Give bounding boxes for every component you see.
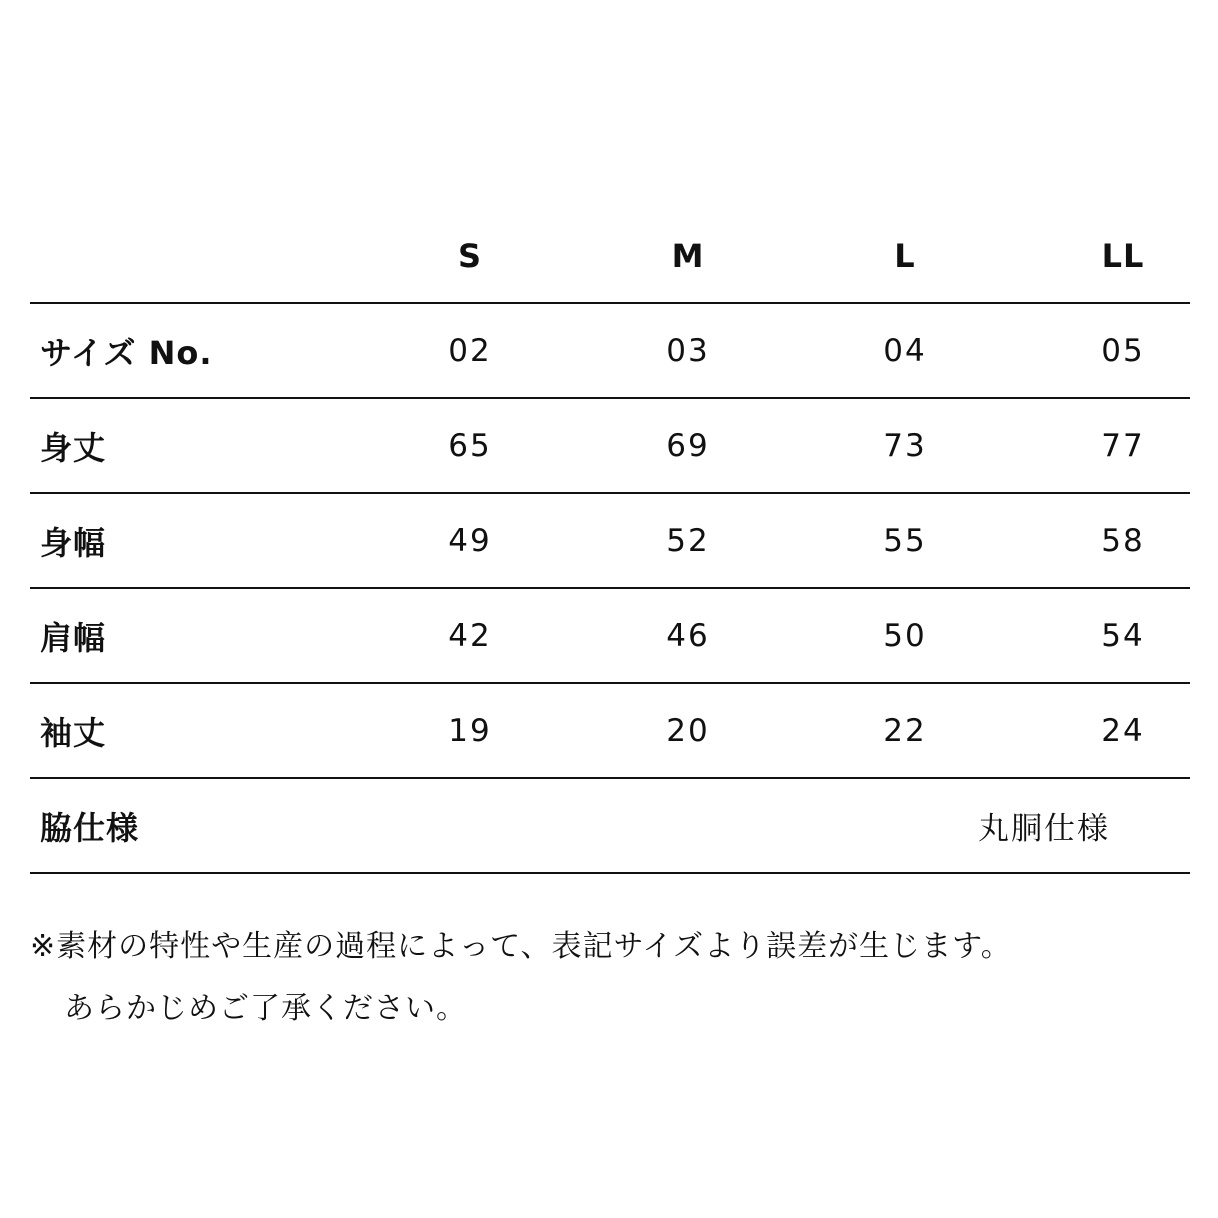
table-cell: 69 xyxy=(666,427,710,464)
column-header-m: M xyxy=(671,237,705,275)
note-line-1: ※素材の特性や生産の過程によって、表記サイズより誤差が生じます。 xyxy=(30,929,1012,964)
table-cell: 65 xyxy=(448,427,492,464)
disclaimer-note xyxy=(30,916,1200,1040)
table-cell: 49 xyxy=(448,522,492,559)
table-cell: 24 xyxy=(1101,712,1145,749)
table-cell: 50 xyxy=(883,617,927,654)
column-header-s: S xyxy=(457,237,483,275)
table-cell: 20 xyxy=(666,712,710,749)
table-cell: 04 xyxy=(883,332,927,369)
table-cell: 22 xyxy=(883,712,927,749)
table-cell: 52 xyxy=(666,522,710,559)
row-label: 身丈 xyxy=(40,428,107,467)
column-header-l: L xyxy=(894,237,916,275)
table-row-shoulder-width xyxy=(30,589,1190,684)
table-cell: 05 xyxy=(1101,332,1145,369)
table-row-sleeve-length xyxy=(30,684,1190,779)
row-label: 肩幅 xyxy=(40,618,107,657)
row-label: 脇仕様 xyxy=(40,808,140,847)
table-cell: 03 xyxy=(666,332,710,369)
table-cell: 73 xyxy=(883,427,927,464)
table-cell: 19 xyxy=(448,712,492,749)
row-label: 身幅 xyxy=(40,523,107,562)
column-header-ll: LL xyxy=(1101,237,1145,275)
table-row-size-no xyxy=(30,304,1190,399)
row-label: サイズ No. xyxy=(40,333,213,372)
table-header-row xyxy=(30,206,1190,304)
table-cell: 02 xyxy=(448,332,492,369)
size-chart-table xyxy=(30,206,1190,874)
table-row-side-spec xyxy=(30,779,1190,874)
table-cell: 46 xyxy=(666,617,710,654)
table-cell: 42 xyxy=(448,617,492,654)
table-row-body-width xyxy=(30,494,1190,589)
table-cell: 58 xyxy=(1101,522,1145,559)
row-label: 袖丈 xyxy=(40,713,107,752)
note-line-2: あらかじめご了承ください。 xyxy=(64,991,467,1026)
side-spec-value: 丸胴仕様 xyxy=(978,811,1110,847)
table-row-body-length xyxy=(30,399,1190,494)
table-cell: 54 xyxy=(1101,617,1145,654)
table-cell: 77 xyxy=(1101,427,1145,464)
table-cell: 55 xyxy=(883,522,927,559)
